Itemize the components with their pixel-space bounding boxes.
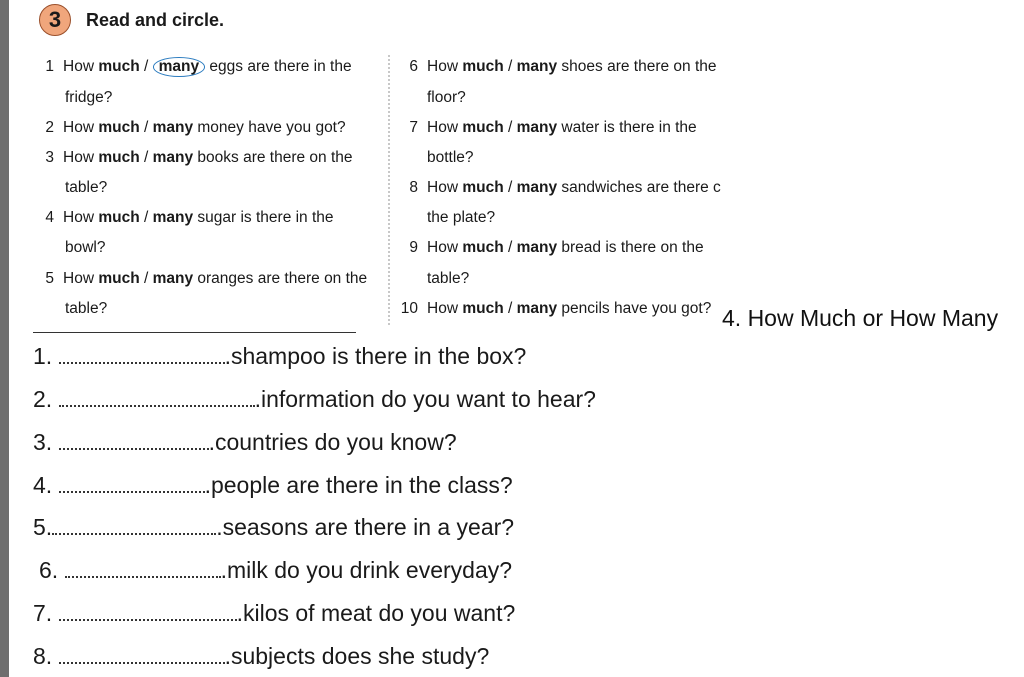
exercise-4-title: 4. How Much or How Many — [722, 305, 999, 331]
question-3-line-2: table? — [65, 179, 108, 196]
section-separator — [33, 332, 356, 333]
answer-blank-2[interactable] — [59, 387, 255, 407]
question-9-line-2: table? — [427, 270, 470, 287]
exercise-4-item-3: 3. .countries do you know? — [33, 429, 457, 455]
question-3-line-1: 3 How much / many books are there on the — [45, 149, 353, 166]
answer-blank-8[interactable] — [59, 644, 225, 664]
question-6-line-2: floor? — [427, 89, 466, 106]
question-4-line-1: 4 How much / many sugar is there in the — [45, 209, 334, 226]
question-10-line-1: 10 How much / many pencils have you got? — [400, 300, 712, 317]
exercise-4-item-8: 8. .subjects does she study? — [33, 643, 490, 669]
question-8-line-1: 8 How much / many sandwiches are there c — [409, 179, 721, 196]
answer-blank-1[interactable] — [59, 344, 225, 364]
question-5-line-1: 5 How much / many oranges are there on the — [45, 270, 368, 287]
exercise-4-item-1: 1. .shampoo is there in the box? — [33, 343, 527, 369]
exercise-4-item-2: 2. .information do you want to hear? — [33, 386, 596, 412]
answer-blank-7[interactable] — [59, 601, 237, 621]
exercise-3-number-badge: 3 — [39, 4, 71, 36]
exercise-4-item-7: 7. .kilos of meat do you want? — [33, 600, 516, 626]
answer-blank-6[interactable] — [65, 558, 221, 578]
answer-blank-5[interactable] — [52, 515, 216, 535]
question-6-line-1: 6 How much / many shoes are there on the — [409, 58, 717, 75]
answer-blank-4[interactable] — [59, 473, 205, 493]
answer-blank-3[interactable] — [59, 430, 209, 450]
question-2-line-1: 2 How much / many money have you got? — [45, 119, 346, 136]
question-5-line-2: table? — [65, 300, 108, 317]
exercise-4-item-4: 4. .people are there in the class? — [33, 472, 513, 498]
left-border — [0, 0, 9, 677]
exercise-4-item-5: 5. .seasons are there in a year? — [33, 514, 515, 540]
question-7-line-1: 7 How much / many water is there in the — [409, 119, 697, 136]
column-divider — [388, 55, 390, 325]
question-1-line-2: fridge? — [65, 89, 113, 106]
circled-answer: many — [153, 57, 206, 77]
question-9-line-1: 9 How much / many bread is there on the — [409, 239, 704, 256]
exercise-4-item-6: 6. .milk do you drink everyday? — [39, 557, 513, 583]
exercise-3-title: Read and circle. — [86, 10, 225, 30]
question-8-line-2: the plate? — [427, 209, 496, 226]
question-1-line-1: 1 How much / many eggs are there in the — [45, 58, 352, 75]
question-7-line-2: bottle? — [427, 149, 474, 166]
question-4-line-2: bowl? — [65, 239, 106, 256]
